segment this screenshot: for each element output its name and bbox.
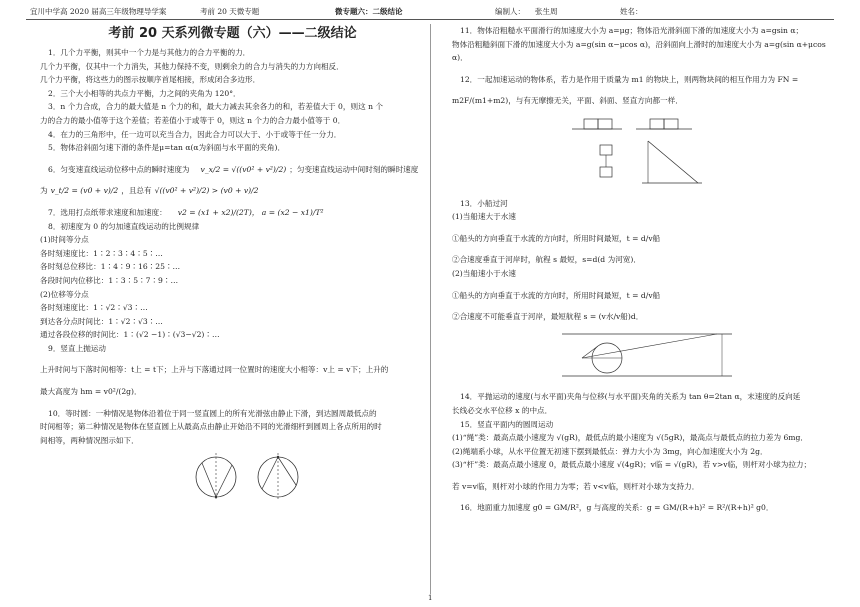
item-15-3: (3)“杆”类：最高点最小速度 0，最低点最小速度 √(4gR)；v临 = √(gR)，若 v>v临，则杆对小球为拉力；	[452, 460, 812, 470]
item-11b: 物体沿粗糙斜面下滑的加速度大小为 a=g(sin α−μcos α)，沿斜面向上滑时的加速度大小为 a=g(sin α+μcos	[452, 39, 826, 49]
header-editor-label: 编制人：	[495, 7, 525, 16]
item-1c: 几个力平衡，将这些力的图示按顺序首尾相接，形成闭合多边形．	[40, 75, 261, 85]
item-8: 8．初速度为 0 的匀加速直线运动的比例规律	[48, 221, 200, 231]
column-divider	[430, 24, 431, 594]
item-12a: 12．一起加速运动的物体系，若力是作用于质量为 m1 的物块上，则两物块间的相互作用力为 FN =	[460, 74, 799, 84]
item-5: 5．物体沿斜面匀速下滑的条件是μ=tan α(α为斜面与水平面的夹角)．	[48, 143, 286, 153]
item-12b: m2F/(m1+m2)，与有无摩擦无关，平面、斜面、竖直方向都一样．	[452, 96, 683, 106]
item-1a: 1．几个力平衡，则其中一个力是与其他力的合力平衡的力．	[48, 48, 251, 57]
river-crossing-figure	[452, 328, 842, 387]
item-14b: 长线必交水平位移 x 的中点．	[452, 405, 553, 415]
page-header	[0, 0, 860, 20]
formula-7: v2 = (x1 + x2)/(2T)， a = (x2 − x1)/T²	[177, 207, 324, 217]
item-15: 15．竖直平面内的圆周运动	[460, 419, 554, 429]
header-school: 宜川中学高 2020 届高三年级物理导学案	[30, 7, 167, 16]
isochronous-circle-2	[252, 449, 304, 505]
item-13-1-b: ②合速度垂直于河岸时，航程 s 最短，s=d(d 为河宽)．	[452, 255, 641, 265]
right-column	[452, 24, 842, 515]
item-8-disp-3: 通过各段位移的时间比：1∶(√2 −1)∶(√3−√2)∶…	[40, 330, 220, 340]
page-title: 考前 20 天系列微专题（六）——二级结论	[108, 26, 357, 41]
item-13-1-a: ①船头的方向垂直于水流的方向时，所用时间最短，t = d/v船	[452, 233, 661, 243]
item-15-4: 若 v=v临，则杆对小球的作用力为零；若 v<v临，则杆对小球为支持力．	[452, 481, 700, 491]
connected-bodies-diagram	[572, 111, 722, 189]
item-4: 4．在力的三角形中，任一边可以充当合力，因此合力可以大于、小于或等于任一分力．	[48, 129, 342, 139]
formula-6-3: √((v0² + v²)/2) > (v0 + v)/2	[154, 186, 259, 196]
header-editor-name: 张生周	[535, 7, 558, 16]
header-subject: 微专题六：二级结论	[335, 7, 403, 16]
item-9a: 上升时间与下落时间相等：t上 = t下；上升与下落通过同一位置时的速度大小相等：v上 = v下；上升的	[40, 365, 389, 375]
item-8-time-2: 各时刻总位移比：1∶4∶9∶16∶25∶…	[40, 262, 181, 272]
item-10c: 间相等，两种情况图示如下．	[40, 435, 139, 445]
river-crossing-diagram	[562, 328, 742, 382]
item-7: 7．选用打点纸带求速度和加速度： v2 = (x1 + x2)/(2T)， a = (x2 − x1)/T²	[40, 206, 425, 220]
item-13-2: (2)当船速小于水速	[452, 268, 516, 278]
header-name-label: 姓名：	[620, 7, 643, 16]
header-topic: 考前 20 天微专题	[200, 7, 260, 16]
isochronous-circle-1	[190, 449, 242, 505]
item-3a: 3．n 个力合成，合力的最大值是 n 个力的和，最大力减去其余各力的和，若差值大于 0，则这 n 个	[48, 102, 383, 112]
item-8-disp: (2)位移等分点	[40, 289, 89, 299]
formula-6-1: v_x/2 = √((v0² + v²)/2)	[200, 164, 287, 174]
item-3b: 力的合力的最小值等于这个差值；若差值小于或等于 0，则这 n 个力的合力最小值等于 0．	[40, 115, 346, 125]
item-6a: 6．匀变速直线运动位移中点的瞬时速度为 v_x/2 = √((v0² + v²)/2) ；匀变速直线运动中间时刻的瞬时速度	[40, 163, 425, 177]
header-rule	[26, 19, 834, 20]
item-9b: 最大高度为 hm = v0²/(2g)．	[40, 387, 142, 397]
item-8-disp-1: 各时刻速度比：1∶√2∶√3∶…	[40, 303, 148, 313]
item-14a: 14．平抛运动的速度(与水平面)夹角与位移(与水平面)夹角的关系为 tan θ=2tan α，末速度的反向延	[460, 392, 801, 402]
item-1b: 几个力平衡，仅其中一个力消失，其他力保持不变，则剩余力的合力与消失的力方向相反．	[40, 61, 344, 71]
isochronous-circle-figures	[40, 449, 425, 505]
item-10a: 10．等时圆：一种情况是物体沿着位于同一竖直圆上的所有光滑弦由静止下滑，到达圆周最低点的	[48, 408, 377, 418]
page-number: 1	[428, 594, 433, 602]
item-13-1: (1)当船速大于水速	[452, 212, 516, 222]
item-11a: 11．物体沿粗糙水平面滑行的加速度大小为 a=μg；物体沿光滑斜面下滑的加速度大小为 a=gsin α；	[460, 26, 804, 35]
item-2: 2．三个大小相等的共点力平衡，力之间的夹角为 120°．	[48, 88, 241, 98]
item-6b: 为 v_t/2 = (v0 + v)/2 ，且总有 √((v0² + v²)/2) > (v0 + v)/2	[40, 184, 425, 198]
item-15-2: (2)绳端系小球，从水平位置无初速下摆到最低点：弹力大小为 3mg，向心加速度大小为 2g．	[452, 446, 768, 456]
formula-6-2: v_t/2 = (v0 + v)/2	[50, 186, 119, 196]
item-8-time-1: 各时刻速度比：1∶2∶3∶4∶5∶…	[40, 248, 163, 258]
item-8-time-3: 各段时间内位移比：1∶3∶5∶7∶9∶…	[40, 275, 179, 285]
item-8-disp-2: 到达各分点时间比：1∶√2∶√3∶…	[40, 316, 163, 326]
item-10b: 时间相等；第二种情况是物体在竖直圆上从最高点由静止开始沿不同的光滑细杆到圆周上各点所用的时	[40, 422, 382, 432]
item-11c: α)．	[452, 53, 468, 63]
item-16: 16．地面重力加速度 g0 = GM/R²，g 与高度的关系：g = GM/(R+h)² = R²/(R+h)² g0．	[460, 503, 774, 513]
item-13-2-b: ②合速度不可能垂直于河岸，最短航程 s = (v水/v船)d．	[452, 312, 644, 322]
item-8-time: (1)时间等分点	[40, 235, 89, 245]
connected-bodies-figures	[452, 111, 842, 194]
item-15-1: (1)“绳”类：最高点最小速度为 √(gR)，最低点的最小速度为 √(5gR)，最高点与最低点的拉力差为 6mg．	[452, 433, 808, 443]
left-column	[40, 24, 425, 509]
item-13-2-a: ①船头的方向垂直于水流的方向时，所用时间最短，t = d/v船	[452, 290, 661, 300]
item-9: 9．竖直上抛运动	[48, 343, 106, 353]
item-13: 13．小船过河	[460, 198, 508, 208]
